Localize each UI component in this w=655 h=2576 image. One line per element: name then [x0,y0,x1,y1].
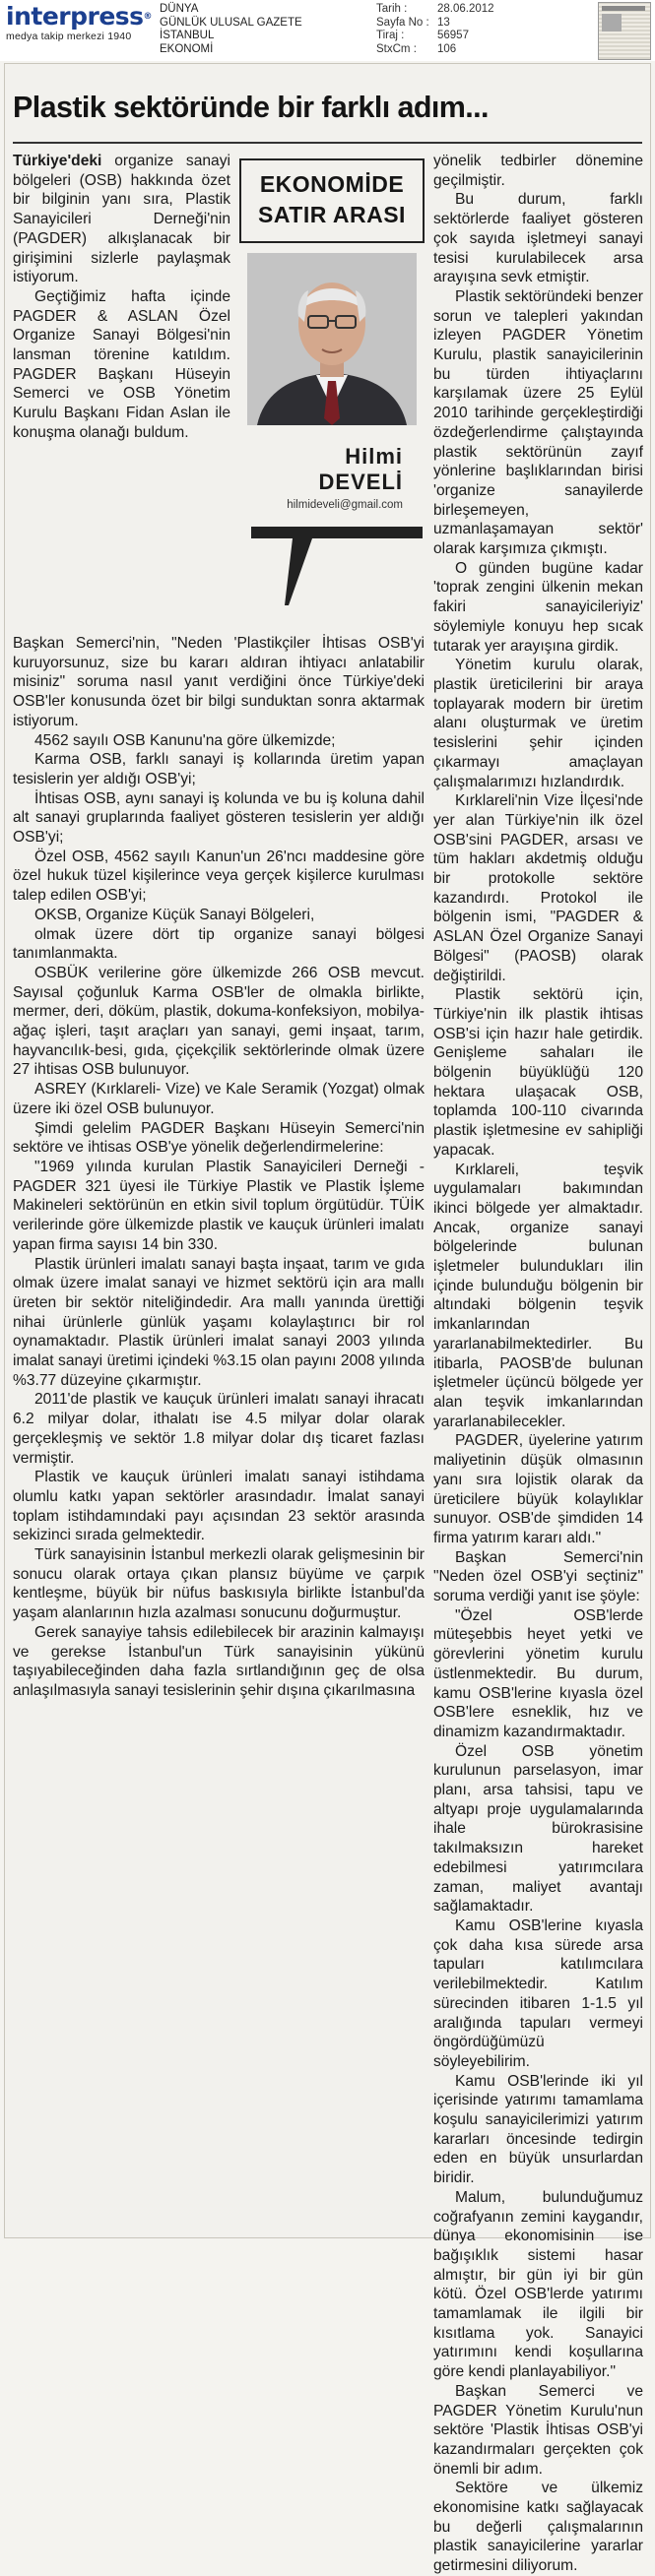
paragraph: Plastik sektörü için, Türkiye'nin ilk plastik ihtisas OSB'si için hazır hale getirdik. Genişleme sahaları ile bölgenin büyüklüğü 120 hektara ulaşacak OSB, toplamda 100-110 civarında plastik işletmesine ev sahipliği yapacak. [433,986,643,1159]
article-column-3 [433,152,643,2576]
author-last-name: DEVELİ [318,470,403,494]
paragraph: Geçtiğimiz hafta içinde PAGDER & ASLAN Özel Organize Sanayi Bölgesi'nin lansman törenine katıldım. PAGDER Başkanı Hüseyin Semerci ve OSB Yönetim Kurulu Başkanı Fidan Aslan ile konuşma olanağı buldum. [13,287,230,441]
clipping-header [0,0,655,61]
paragraph: olmak üzere dört tip organize sanayi bölgesi tanımlanmakta. [13,925,425,963]
paragraph: Malum, bulunduğumuz coğrafyanın zemini kaygandır, dünya ekonomisinin ise bağışıklık sistemi hasar almıştır, bir gün iyi bir gün kötü. Özel OSB'lerde yatırımı tamamlamak ile ilgili bir kısıtlama yok. Sanayici yatırımını kendi koşullarına göre kendi planlayabiliyor." [433,2188,643,2381]
logo-text: interpress [6,2,144,31]
paragraph: OSBÜK verilerine göre ülkemizde 266 OSB mevcut. Sayısal çoğunluk Karma OSB'ler de olmakla birlikte, mermer, deri, döküm, plastik, dokuma-konfeksiyon, mobilya-ağaç işleri, taşıt araçları yan sanayi, gemi inşaat, tarım, hayvancılık-besi, gıda, çiçekçilik sektörlerinde olmak üzere 27 ihtisas OSB bulunuyor. [13,964,425,1079]
paragraph: Başkan Semerci'nin "Neden özel OSB'yi seçtiniz" soruma verdiği yanıt ise şöyle: [433,1548,643,1605]
publication-type: GÜNLÜK ULUSAL GAZETE [160,16,302,29]
meta-page: Sayfa No : 13 [376,16,450,29]
paragraph: PAGDER, üyelerine yatırım maliyetinin düşük olmasının yanı sıra lojistik olarak da üreticilere büyük kolaylıklar sunuyor. OSB'de şimdiden 14 firma yatırım kararı aldı." [433,1432,643,1546]
paragraph: Yönetim kurulu olarak, plastik üreticilerini bir araya toplayarak modern bir üretim alanı oluşturmak ve üretim tesislerini şehir içinden çıkarmayı amaçlayan çalışmalarımızı hızlandırdık. [433,657,643,790]
speech-pointer-icon [249,521,425,609]
page-thumbnail[interactable] [598,2,651,60]
meta-date: Tarih : 28.06.2012 [376,3,494,15]
paragraph: Özel OSB yönetim kurulunun parselasyon, imar planı, arsa tahsisi, tapu ve altyapı proje uygulamalarında ihale bürokrasisine takılmaksızın hareket edebilmesi yatırımcılara zaman, maliyet avantajı sağlamaktadır. [433,1742,643,1916]
interpress-logo: interpress® medya takip merkezi 1940 [6,2,153,42]
paragraph: Başkan Semerci ve PAGDER Yönetim Kurulu'nun sektöre 'Plastik İhtisas OSB'yi kazandırmaları gerçekten çok önemli bir adım. [433,2382,643,2478]
author-photo [247,253,417,425]
paragraph: Plastik ürünleri imalatı sanayi başta inşaat, tarım ve gıda olmak üzere imalat sanayi ve hizmet sektörü için ara mallı üreten bir sektör niteliğindedir. Ara mallı yanında ürettiği nihai ürünlerle günlük yaşamı kolaylaştırıcı bir rol oynamaktadır. Plastik ürünleri imalat sanayi 2003 yılında imalat sanayi üretimi içindeki %3.15 olan payını 2008 yılında %3.77 düzeyine çıkarmıştır. [13,1255,425,1389]
paragraph: Özel OSB, 4562 sayılı Kanun'un 26'ncı maddesine göre özel hukuk tüzel kişilerince veya gerçek kişilerce kurulması talep edilen OSB'yi; [13,848,425,905]
paragraph: "1969 yılında kurulan Plastik Sanayicileri Derneği - PAGDER 321 üyesi ile Türkiye Plastik ve Plastik İşleme Makineleri sektörünün en etkin sivil toplum örgütüdür. TÜİK verilerinde göre ülkemizde plastik ve kauçuk ürünleri imalatı yapan firma sayısı 14 bin 330. [13,1158,425,1253]
publication-city: İSTANBUL [160,30,215,41]
paragraph: Kamu OSB'lerine kıyasla çok daha kısa sürede arsa tapuları katılımcılara verilebilmektedir. Katılım sürecinden itibaren 1-1.5 yıl aralığında tapuları vermeyi öngördüğümüzü söyleyebilirim. [433,1916,643,2070]
paragraph: ASREY (Kırklareli- Vize) ve Kale Seramik (Yozgat) olmak üzere iki özel OSB bulunuyor. [13,1081,425,1117]
paragraph: 2011'de plastik ve kauçuk ürünleri imalatı sanayi ihracatı 6.2 milyar dolar, ithalatı ise 4.5 milyar dolar olarak gerçekleşmiş ve sektör 1.8 milyar dolar dış ticaret fazlası vermiştir. [13,1391,425,1467]
column-box [239,158,425,621]
paragraph: Kamu OSB'lerinde iki yıl içerisinde yatırımı tamamlama koşulu sanayicilerimizi yatırım kararları öncesinde tedirgin eden en büyük unsurlardan biridir. [433,2072,643,2187]
publication-section: EKONOMİ [160,42,214,55]
paragraph: Bu durum, farklı sektörlerde faaliyet gösteren çok sayıda işletmeyi sanayi tesisi kurulabilecek arsa arayışına sevk etmiştir. [433,191,643,286]
publication-name: DÜNYA [160,3,199,15]
clipping-meta [376,3,516,56]
paragraph: Plastik sektöründeki benzer sorun ve talepleri yakından izleyen PAGDER Yönetim Kurulu, plastik sanayicilerinin bu türden ihtiyaçlarını karşılamak üzere 25 Eylül 2010 tarihinde gerçekleştirdiği özdeğerlendirme çalıştayında plastik sektörünün zayıf yönlerine başlıklarından birisi 'organize sanayilerde birleşemeyen, uzmanlaşamayan sektör' olarak karşımıza çıkmıştı. [433,287,643,558]
author-first-name: Hilmi [345,444,403,469]
meta-stxcm: StxCm : 106 [376,42,457,55]
paragraph: Gerek sanayiye tahsis edilebilecek bir arazinin kalmayışı ve gerekse İstanbul'un Türk sanayisinin yükünü taşıyabileceğinden daha fazla sırtlandığının geç de olsa anlaşılmasıyla sanayi tesislerinin şehir dışına çıkarılmasına [13,1623,425,1699]
paragraph: Şimdi gelelim PAGDER Başkanı Hüseyin Semerci'nin sektöre ve ihtisas OSB'ye yönelik değerlendirmelerine: [13,1119,425,1157]
paragraph: Plastik ve kauçuk ürünleri imalatı sanayi istihdama olumlu katkı yapan sektörler arasındadır. İmalat sanayi toplam istihdamındaki payı açısından 23 sektör arasında sekizinci sırada gelmektedir. [13,1469,425,1544]
author-email: hilmideveli@gmail.com [287,499,403,511]
logo-tagline: medya takip merkezi 1940 [6,31,132,42]
paragraph: OKSB, Organize Küçük Sanayi Bölgeleri, [34,906,315,923]
article-headline: Plastik sektöründe bir farklı adım... [13,91,489,124]
publication-info [160,3,302,56]
paragraph: Kırklareli'nin Vize İlçesi'nde yer alan Türkiye'nin ilk özel OSB'sini PAGDER, arsası ve tüm hakları akdetmiş olduğu bir protokolle sektöre kazandırdı. Protokol ile bölgenin ismi, "PAGDER & ASLAN Özel Organize Sanayi Bölgesi" (PAOSB) olarak değiştirildi. [433,792,643,984]
paragraph: İhtisas OSB, aynı sanayi iş kolunda ve bu iş koluna dahil alt sanayi gruplarında faaliyet gösteren tesislerin yer aldığı OSB'yi; [13,789,425,847]
author-portrait-illustration [247,253,417,425]
column-title: EKONOMİDE SATIR ARASI [239,158,425,243]
paragraph: 4562 sayılı OSB Kanunu'na göre ülkemizde; [34,731,336,749]
paragraph: O günden bugüne kadar 'toprak zengini ülkenin mekan fakiri sanayicileriyiz' söylemiyle konuyu hep sıcak tutarak yer arayışına girdik. [433,559,643,655]
paragraph: yönelik tedbirler dönemine geçilmiştir. [433,153,643,189]
paragraph: "Özel OSB'lerde müteşebbis heyet yetki ve görevlerini yönetim kurulu üstlenmektedir. Bu durum, kamu OSB'lerine kıyasla özel OSB'lere esneklik, hız ve dinamizm kazandırmaktadır. [433,1606,643,1740]
headline-rule [13,142,642,144]
paragraph: Kırklareli, teşvik uygulamaları bakımından ikinci bölgede yer almaktadır. Ancak, organize sanayi bölgelerinde bulunan işletmeler bulundukları ilin içinde bulunduğu bölgenin bir altındaki bölgenin teşvik imkanlarından yararlanabilmektedirler. Bu itibarla, PAOSB'de bulunan işletmeler üçüncü bölgede yer alan teşvik imkanlarından yararlanabilecekler. [433,1161,643,1430]
article [4,63,651,2575]
paragraph: Türk sanayisinin İstanbul merkezli olarak gelişmesinin bir sonucu olarak ortaya çıkan plansız büyüme ve çarpık kentleşme, büyük bir nüfus baskısıyla birlikte İstanbul'da yaşam alanlarının hızla azalması sonucunu doğurmuştur. [13,1546,425,1622]
meta-circulation: Tiraj : 56957 [376,30,469,41]
lead-paragraph: Türkiye'deki organize sanayi bölgeleri (OSB) hakkında özet bir bilginin yanı sıra, Plastik Sanayicileri Derneği'nin (PAGDER) alkışlanacak bir girişimini sizlerle paylaşmak istiyorum. [13,153,230,286]
paragraph: Başkan Semerci'nin, "Neden 'Plastikçiler İhtisas OSB'yi kuruyorsunuz, size bu kararı aldıran ihtiyacı anlatabilir misiniz" soruma nasıl yanıt verdiğini önce Türkiye'deki OSB'ler konusunda özet bir bilgi sunduktan sonra aktarmak istiyorum. [13,635,425,729]
article-column-1 [13,152,230,443]
paragraph: Sektöre ve ülkemiz ekonomisine katkı sağlayacak bu değerli çalışmalarının plastik sanayicilerine yararlar getirmesini diliyorum. [433,2480,643,2575]
article-column-1-continued [13,634,425,1701]
paragraph: Karma OSB, farklı sanayi iş kollarında üretim yapan tesislerin yer aldığı OSB'yi; [13,751,425,787]
